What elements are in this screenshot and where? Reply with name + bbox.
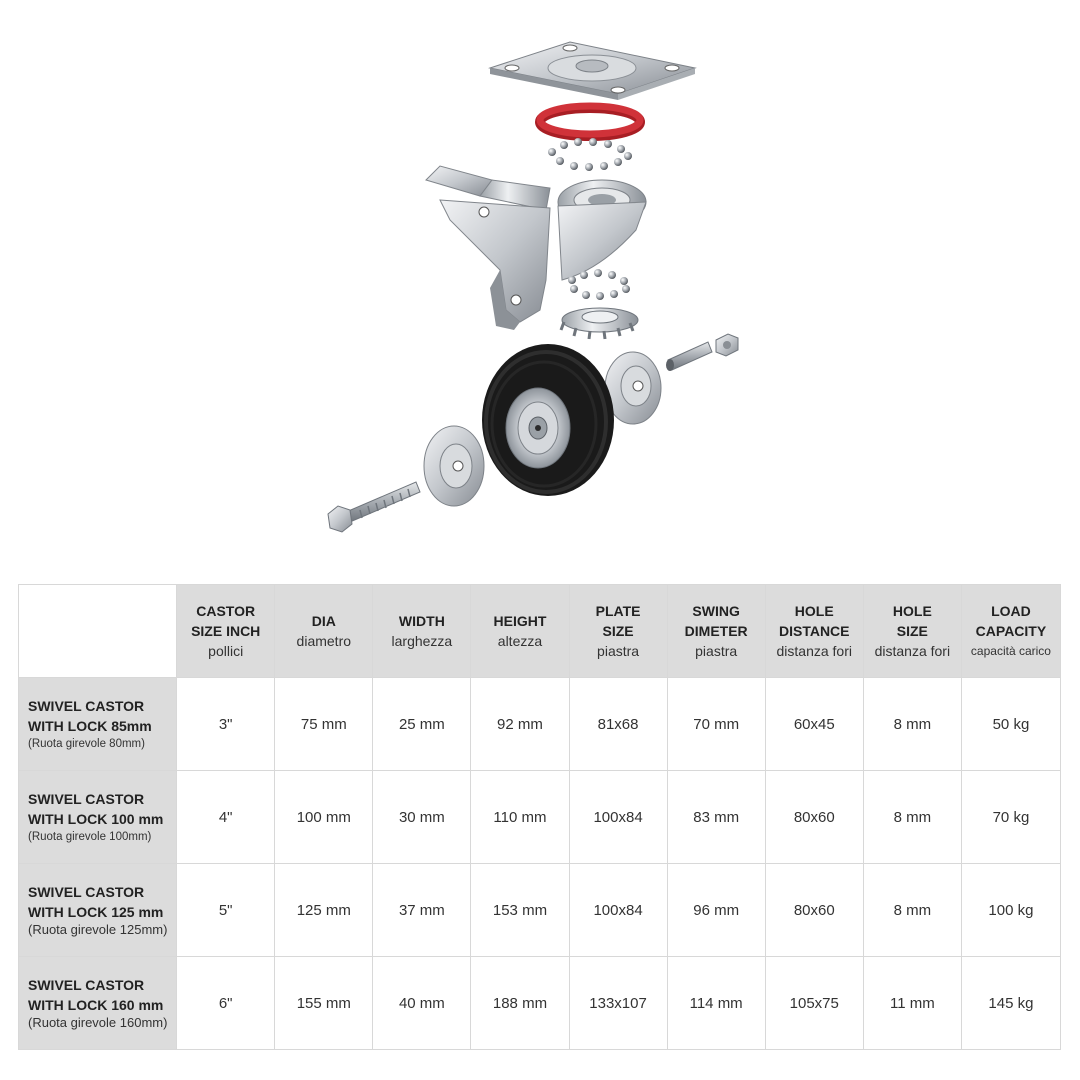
cell-load-capacity: 70 kg [961,771,1060,864]
cell-dia: 75 mm [275,678,373,771]
cell-hole-distance: 105x75 [765,957,863,1050]
cell-height: 188 mm [471,957,569,1050]
cell-hole-distance: 80x60 [765,864,863,957]
header-hole-distance: HOLE DISTANCE distanza fori [765,585,863,678]
cell-hole-distance: 80x60 [765,771,863,864]
cell-hole-size: 8 mm [863,678,961,771]
cell-height: 153 mm [471,864,569,957]
cell-width: 40 mm [373,957,471,1050]
row-label-85mm: SWIVEL CASTOR WITH LOCK 85mm (Ruota girevole 80mm) [19,678,177,771]
cell-hole-size: 8 mm [863,864,961,957]
cell-hole-distance: 60x45 [765,678,863,771]
header-dia: DIA diametro [275,585,373,678]
cell-load-capacity: 100 kg [961,864,1060,957]
cell-size-inch: 6" [177,957,275,1050]
cell-size-inch: 3" [177,678,275,771]
cell-swing-diameter: 70 mm [667,678,765,771]
axle-spacer-and-nut [666,334,738,371]
cell-width: 37 mm [373,864,471,957]
cell-swing-diameter: 83 mm [667,771,765,864]
cell-dia: 125 mm [275,864,373,957]
cell-plate-size: 100x84 [569,771,667,864]
top-plate [490,42,695,100]
cell-swing-diameter: 114 mm [667,957,765,1050]
cell-dia: 155 mm [275,957,373,1050]
left-wheel-washer [424,426,484,506]
header-height: HEIGHT altezza [471,585,569,678]
table-header-row [19,585,1061,678]
table-row [19,957,1061,1050]
cell-height: 110 mm [471,771,569,864]
cell-swing-diameter: 96 mm [667,864,765,957]
castor-fork-with-brake [426,166,646,330]
table-row [19,864,1061,957]
rubber-wheel [482,344,614,496]
header-hole-size: HOLE SIZE distanza fori [863,585,961,678]
row-label-125mm: SWIVEL CASTOR WITH LOCK 125 mm (Ruota girevole 125mm) [19,864,177,957]
castor-spec-table [18,584,1061,1050]
red-seal-ring [540,106,640,136]
cell-load-capacity: 145 kg [961,957,1060,1050]
cell-plate-size: 133x107 [569,957,667,1050]
cell-plate-size: 81x68 [569,678,667,771]
upper-ball-bearings [548,138,632,171]
table-row [19,678,1061,771]
cell-dia: 100 mm [275,771,373,864]
header-width: WIDTH larghezza [373,585,471,678]
cell-size-inch: 5" [177,864,275,957]
axle-bolt [328,482,420,532]
cell-hole-size: 8 mm [863,771,961,864]
row-label-160mm: SWIVEL CASTOR WITH LOCK 160 mm (Ruota girevole 160mm) [19,957,177,1050]
header-load-capacity: LOAD CAPACITY capacità carico [961,585,1060,678]
cell-size-inch: 4" [177,771,275,864]
row-label-100mm: SWIVEL CASTOR WITH LOCK 100 mm (Ruota girevole 100mm) [19,771,177,864]
header-swing-diameter: SWING DIMETER piastra [667,585,765,678]
toothed-lock-washer [561,308,638,339]
castor-exploded-illustration [300,30,780,550]
cell-height: 92 mm [471,678,569,771]
cell-width: 25 mm [373,678,471,771]
cell-plate-size: 100x84 [569,864,667,957]
header-castor-size: CASTOR SIZE INCH pollici [177,585,275,678]
cell-hole-size: 11 mm [863,957,961,1050]
header-empty-cell [19,585,177,678]
cell-load-capacity: 50 kg [961,678,1060,771]
cell-width: 30 mm [373,771,471,864]
header-plate-size: PLATE SIZE piastra [569,585,667,678]
table-row [19,771,1061,864]
